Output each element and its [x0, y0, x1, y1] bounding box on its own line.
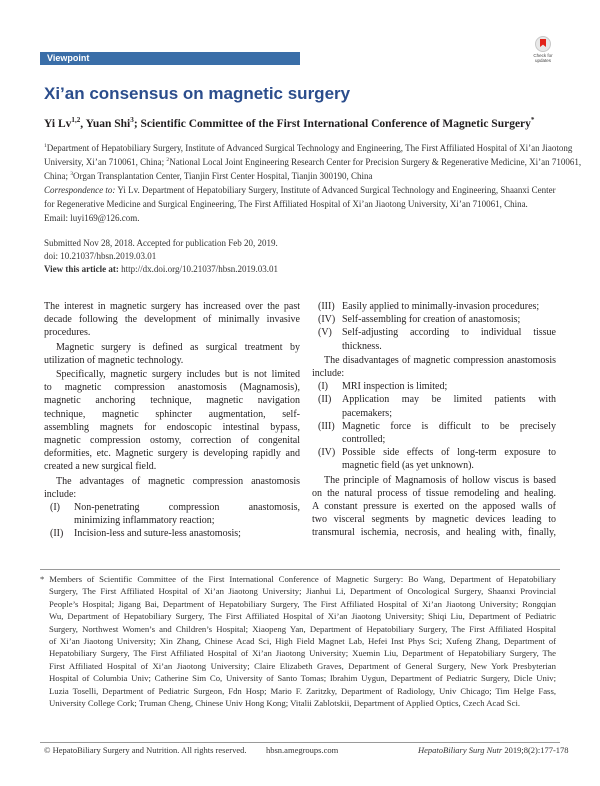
footnote-line: Hepatobiliary Surgery, The First Affiliated Hospital of Xi’an Jiaotong University; Xuemin Liu, Department of Hepatobiliary Surgery, The — [49, 648, 556, 659]
list-item: (III) Magnetic force is difficult to be precisely controlled; — [318, 420, 556, 446]
affiliation-line: University, Xi’an 710061, China; $^2$National Local Joint Engineering Research Center for Precision Surgery & Regenerative Medicine, Xi’an 710061, — [44, 157, 582, 167]
footnote-line: Surgery, Northwest Women’s and Children’s Hospital; Xiaopeng Yan, Department of Hepatobiliary Surgery, The First Affiliated Hospital — [49, 623, 556, 634]
paragraph: The disadvantages of magnetic compression anastomosis include: — [312, 354, 556, 380]
footnote-line: Hospital of Columbia Univ; Catherine Sim Co, University of Santo Tomas; Ibrahim Uygun, Department of Pediatric Surgery, Dicle Univ; — [49, 673, 556, 684]
footnote-line: First Affiliated Hospital of Xi’an Jiaotong University; Claire Elizabeth Graves, Department of General Surgery, New York Presbyterian — [49, 660, 556, 671]
committee-sup: * — [530, 116, 535, 125]
article-title: Xi’an consensus on magnetic surgery — [44, 84, 351, 103]
list-item: (I) MRI inspection is limited; — [318, 381, 448, 393]
footnote-line: People’s Hospital; Jigang Bai, Department of Hepatobiliary Surgery, The First Affiliated Hospital of Xi’an Jiaotong University; Rongqian — [49, 598, 556, 609]
author-name: , Yuan Shi — [80, 118, 131, 130]
footnote-divider — [40, 569, 560, 570]
check-updates-text: Check for updates — [533, 53, 553, 63]
correspondence-label: Correspondence to: — [44, 185, 116, 195]
submission-dates: Submitted Nov 28, 2018. Accepted for publication Feb 20, 2019. — [44, 238, 278, 248]
journal-site-link[interactable]: hbsn.amegroups.com — [266, 745, 339, 755]
correspondence-email[interactable]: Email: luyi169@126.com. — [44, 213, 140, 223]
body-left-column — [44, 300, 300, 541]
check-for-updates-badge[interactable] — [530, 36, 556, 68]
list-item: (V) Self-adjusting according to individual tissue thickness. — [318, 327, 556, 352]
list-item: (II) Application may be limited patients with pacemakers; — [318, 394, 556, 419]
footnote-line: Surgery, The First Affiliated Hospital of Xi’an Jiaotong University; Jianhui Li, Department of Oncological Surgery, Shaanxi Provincial — [49, 586, 556, 597]
correspondence-line: Correspondence to: Yi Lv. Department of Hepatobiliary Surgery, Institute of Advanced Surgical Technology and Engineering, Shaanxi Center — [44, 185, 556, 195]
copyright: © HepatoBiliary Surgery and Nutrition. All rights reserved. — [44, 745, 247, 755]
list-item: (IV) Possible side effects of long-term exposure to magnetic field (as yet unknown). — [318, 447, 556, 472]
committee-name: ; Scientific Committee of the First International Conference of Magnetic Surgery — [133, 118, 531, 130]
footnote-line: Luzia Toselli, Department of Pediatric Surgeon, Fdn Hosp; Mario F. Zaritzky, Department of Radiology, Univ Chicago; Tim Helge Fass, — [49, 685, 556, 696]
paragraph: The interest in magnetic surgery has increased over the past decade following the development of minimally invasive procedures. — [44, 301, 300, 339]
correspondence-line: for Regenerative Medicine and Surgical Engineering, The First Affiliated Hospital of Xi’an Jiaotong University, Xi’an 710061, China. — [44, 199, 528, 209]
list-item: (III) Easily applied to minimally-invasion procedures; — [318, 301, 540, 312]
list-item: (II) Incision-less and suture-less anastomosis; — [50, 528, 241, 540]
footnote-line: Wu, Department of Hepatobiliary Surgery, The First Affiliated Hospital of Xi’an Jiaotong University; Shiqi Liu, Department of Pediatric — [49, 611, 556, 622]
paragraph: The principle of Magnamosis of hollow viscus is based on the natural process of tissue remodeling and healing. A constant pressure is exerted on the apposed walls of two visceral segments by magnetic devices leading to transmural ischemia, necrosis, and healing with, finally, — [312, 474, 556, 539]
citation: HepatoBiliary Surg Nutr 2019;8(2):177-178 — [418, 745, 569, 755]
list-item: (I) Non-penetrating compression anastomosis, minimizing inflammatory reaction; — [50, 502, 300, 527]
paragraph: Specifically, magnetic surgery includes but is not limited to magnetic compression anastomosis (Magnamosis), magnetic anchoring technique, magnetic navigation technique, magnetic sphincter augmentation, self- assembling magnets for endoscopic intestinal bypass, magnetic compression ostomy, correction of congenital deformities, etc. Magnetic surgery is developing rapidly and created a new surgical field. — [44, 369, 300, 473]
footnote-line: of Xi’an Jiaotong University; Xin Zhang, Chinese Acad Sci, High Field Magnet Lab, Hefei Inst Phys Sci; Xufeng Zhang, Department of — [49, 636, 556, 647]
body-right-column — [312, 300, 556, 540]
author-line — [44, 118, 534, 130]
author-name: Yi Lv — [44, 118, 72, 130]
footnote-line: * Members of Scientific Committee of the First International Conference of Magnetic Surgery: Bo Wang, Department of Hepatobiliary — [40, 574, 556, 584]
author-affil-sup: 1,2 — [71, 116, 81, 125]
article-link[interactable]: View this article at: http://dx.doi.org/10.21037/hbsn.2019.03.01 — [44, 264, 278, 274]
footnote-line: University College Cork; Truman Cheng, Chinese Univ Hong Kong; Vitalii Zablotskii, Department of Applied Optics, Czech Acad Sci. — [49, 698, 521, 709]
affiliation-line: $^1$Department of Hepatobiliary Surgery, Institute of Advanced Surgical Technology and Engineering, The First Affiliated Hospital of Xi’an Jiaotong — [44, 143, 573, 153]
doi: doi: 10.21037/hbsn.2019.03.01 — [44, 251, 157, 261]
list-item: (IV) Self-assembling for creation of anastomosis; — [318, 314, 521, 326]
author-affil-sup: 3 — [130, 116, 134, 125]
affiliation-line: China; $^3$Organ Transplantation Center, Tianjin First Center Hospital, Tianjin 300190, China — [44, 171, 373, 181]
paragraph: Magnetic surgery is defined as surgical treatment by utilization of magnetic technology. — [44, 341, 300, 366]
committee-footnote — [40, 573, 556, 709]
section-label: Viewpoint — [47, 53, 90, 63]
paragraph: The advantages of magnetic compression anastomosis include: — [44, 475, 300, 500]
footer-divider — [40, 742, 560, 743]
